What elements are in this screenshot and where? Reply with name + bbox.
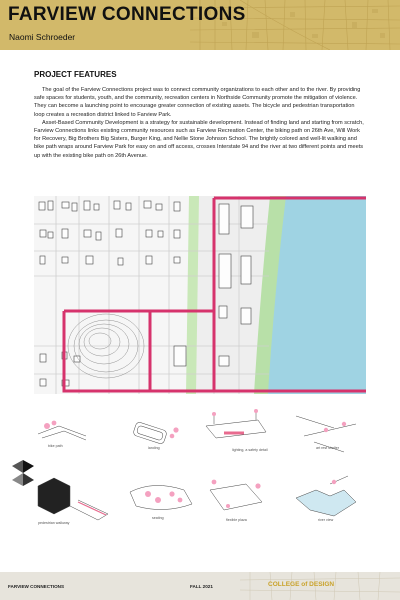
caption-river-view: river view <box>318 518 334 522</box>
diagram-lighting <box>206 409 266 438</box>
diagram-bike-path <box>38 421 86 440</box>
diagram-seating <box>130 485 192 509</box>
paragraph-goal: The goal of the Farview Connections project was to connect community organizations to each other and to the river. By providing safe spaces for students, youth, and the community, recreation centers in Northside Community promote the mitigation of violence. They can become a launching point to encourage greater connection of existing assets. The bicycle and pedestrian transportation loop creates a recreation district linked to Farview Park. <box>34 87 361 118</box>
caption-seating: seating <box>152 516 164 520</box>
project-emblem-icon <box>10 458 36 488</box>
page-title: FARVIEW CONNECTIONS <box>8 4 246 25</box>
diagram-pedestrian-walkway <box>38 478 108 520</box>
paragraph-strategy: Asset-Based Community Development is a strategy for sustainable development. Instead of finding land and starting from scratch, Farview Connections links existing community resources such as Farview Recreation Center, the biking path on 26th Ave, Will Work for Recovery, Big Brothers Big Sisters, Burger King, and Nellie Stone Johnson School. The brightly colored and well-lit walking and bike path wraps around Farview Park for easy on and off access, crosses Interstate 94 and the river at two different points and meets up with the existing bike path on 26th Avenue. <box>34 119 364 159</box>
design-diagrams <box>34 406 366 531</box>
section-title: PROJECT FEATURES <box>34 70 117 79</box>
caption-flexible-plaza: flexible plaza <box>226 518 247 522</box>
footer-project-name: FARVIEW CONNECTIONS <box>8 584 65 589</box>
caption-bike-path: bike path <box>48 444 63 448</box>
caption-pedestrian-walkway: pedestrian walkway <box>38 521 70 525</box>
header-banner <box>0 0 400 50</box>
diagram-river-view <box>296 476 356 516</box>
footer-bar <box>0 572 400 600</box>
footer-college-logo: COLLEGE of DESIGN <box>268 581 335 588</box>
caption-landing: landing <box>148 446 160 450</box>
footer-term: FALL 2021 <box>190 584 213 589</box>
caption-lighting: lighting, a safety detail <box>232 448 268 452</box>
diagram-landing <box>133 421 179 444</box>
diagram-flexible-plaza <box>210 480 262 510</box>
body-text <box>34 86 366 160</box>
author-name: Naomi Schroeder <box>9 32 76 42</box>
caption-art-rest-shelter: art rest shelter <box>316 446 339 450</box>
site-plan-map <box>34 196 366 394</box>
